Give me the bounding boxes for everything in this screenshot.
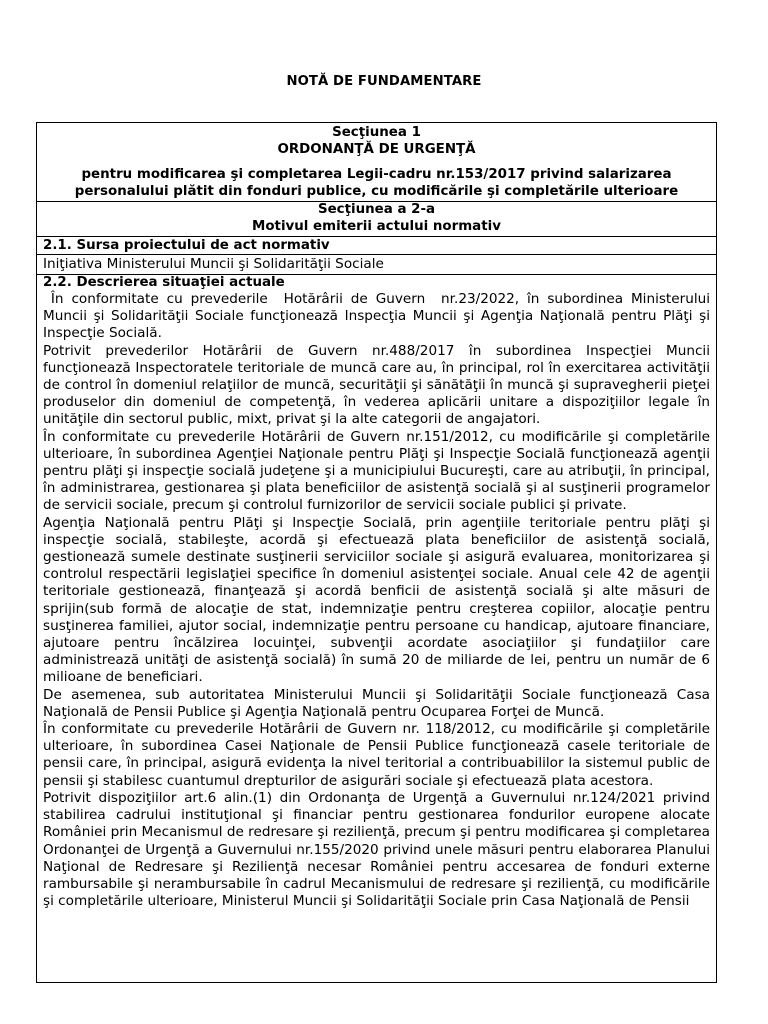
- subsection-2-2-heading: 2.2. Descrierea situaţiei actuale: [43, 275, 285, 290]
- section-1-heading: Secţiunea 1: [332, 125, 421, 140]
- paragraph: De asemenea, sub autoritatea Ministerului Muncii şi Solidarităţii Sociale funcţionează Casa Naţională de Pensii Publice şi Agenţia Naţională pentru Ocuparea Forţei de Muncă.: [43, 686, 710, 720]
- subsection-2-2-cell: [37, 275, 716, 982]
- paragraph: Agenţia Naţională pentru Plăţi şi Inspecţie Socială, prin agenţiile teritoriale pentru plăţi şi inspecţie socială, stabileşte, acordă şi efectuează plata beneficiilor de asistenţă socială, gestionează sumele destinate susţinerii serviciilor sociale şi asigură evaluarea, monitorizarea şi controlul respectării legislaţiei specifice în domeniul asistenţei sociale. Anual cele 42 de agenţii teritoriale gestionează, finanţează şi acordă benficii de asistenţă socială şi alte măsuri de sprijin(sub formă de alocaţie de stat, indemnizaţie pentru creşterea copiilor, alocaţie pentru susţinerea familiei, ajutor social, indemnizaţie pentru persoane cu handicap, ajutoare financiare, ajutoare pentru încălzirea locuinţei, subvenţii acordate asociaţiilor şi fundaţiilor care administrează unităţi de asistenţă socială) în sumă 20 de miliarde de lei, pentru un număr de 6 milioane de beneficiari.: [43, 514, 710, 686]
- fundamentation-table: [36, 122, 717, 983]
- section-1-cell: [37, 123, 716, 202]
- paragraph: În conformitate cu prevederile Hotărârii de Guvern nr. 118/2012, cu modificările şi completările ulterioare, în subordinea Casei Naţionale de Pensii Publice funcţionează casele teritoriale de pensii care, în principal, asigură evidenţa la nivel teritorial a contribuabililor la sistemul public de pensii şi stabilesc cuantumul drepturilor de asigurări sociale şi efectuează plata acestora.: [43, 721, 710, 789]
- section-1-spacer: [43, 158, 710, 167]
- section-1-description: pentru modificarea şi completarea Legii-cadru nr.153/2017 privind salarizarea personalului plătit din fonduri publice, cu modificările şi completările ulterioare: [74, 167, 679, 199]
- document-title: NOTĂ DE FUNDAMENTARE: [286, 74, 482, 89]
- subsection-2-1-heading: 2.1. Sursa proiectului de act normativ: [37, 237, 716, 255]
- section-2-subheading: Motivul emiterii actului normativ: [252, 218, 501, 234]
- paragraph: În conformitate cu prevederile Hotărârii de Guvern nr.151/2012, cu modificările şi completările ulterioare, în subordinea Agenţiei Naţionale pentru Plăţi şi Inspecţie Socială funcţionează agenţii pentru plăţi şi inspecţie socială judeţene şi a municipiului Bucureşti, care au atribuţii, în principal, în administrarea, gestionarea şi plata beneficiilor de asistenţă socială şi al susţinerii programelor de servicii sociale, precum şi controlul furnizorilor de servicii sociale publici şi private.: [43, 428, 710, 514]
- section-2-cell: [37, 202, 716, 237]
- paragraph: Potrivit prevederilor Hotărârii de Guvern nr.488/2017 în subordinea Inspecţiei Muncii funcţionează Inspectoratele teritoriale de muncă care au, în principal, rol în exercitarea activităţii de control în domeniul relaţiilor de muncă, securităţii şi sănătăţii în muncă şi supravegherii pieţei produselor din domeniul de competenţă, în vederea aplicării unitare a dispoziţiilor legale în unităţile din sectorul public, mixt, privat şi la alte categorii de angajatori.: [43, 342, 710, 428]
- section-2-heading: Secţiunea a 2-a: [317, 202, 436, 217]
- section-1-subheading: ORDONANŢĂ DE URGENŢĂ: [277, 141, 476, 157]
- subsection-2-1-text: Iniţiativa Ministerului Muncii şi Solidarităţii Sociale: [37, 255, 716, 275]
- paragraph: În conformitate cu prevederile Hotărârii de Guvern nr.23/2022, în subordinea Ministerului Muncii şi Solidarităţii Sociale funcţionează Inspecţia Muncii şi Agenţia Naţională pentru Plăţi şi Inspecţie Socială.: [43, 291, 715, 342]
- paragraph: Potrivit dispoziţiilor art.6 alin.(1) din Ordonanţa de Urgenţă a Guvernului nr.124/2021 privind stabilirea cadrului instituţional şi financiar pentru gestionarea fondurilor europene alocate României prin Mecanismul de redresare şi rezilienţă, precum şi pentru modificarea şi completarea Ordonanţei de Urgenţă a Guvernului nr.155/2020 privind unele măsuri pentru elaborarea Planului Naţional de Redresare şi Rezilienţă necesar României pentru accesarea de fonduri externe rambursabile şi nerambursabile în cadrul Mecanismului de redresare şi rezilienţă, cu modificările şi completările ulterioare, Ministerul Muncii şi Solidarităţii Sociale prin Casa Naţională de Pensii: [43, 789, 710, 910]
